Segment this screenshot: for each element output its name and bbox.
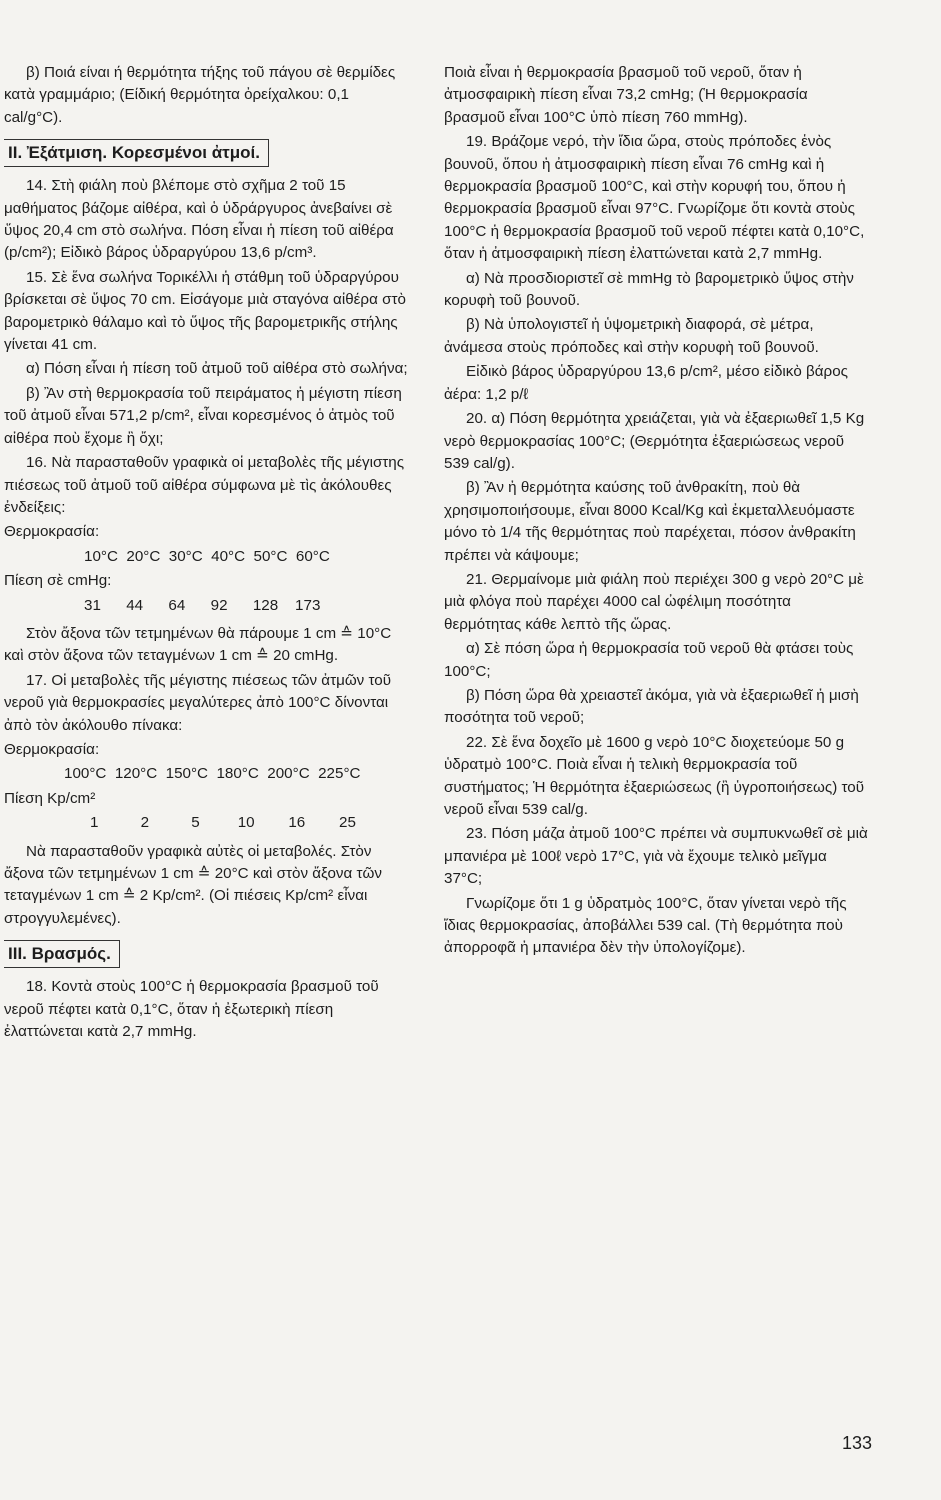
exercise-16-axis-scale: Στὸν ἄξονα τῶν τετμημένων θὰ πάρουμε 1 cm ≙ 10°C καὶ στὸν ἄξονα τῶν τεταγμένων 1 cm ≙ 20 cmHg. (4, 624, 392, 665)
exercise-17-instructions: Νὰ παρασταθοῦν γραφικὰ αὐτὲς οἱ μεταβολές. Στὸν ἄξονα τῶν τετμημένων 1 cm ≙ 20°C καὶ στὸν ἄξονα τῶν τεταγμένων 1 cm ≙ 2 Kp/cm². (Οἱ πιέσεις Kp/cm² εἶναι στρογγυλεμένες). (4, 842, 382, 927)
table16-temperature-label: Θερμοκρασία: (4, 523, 100, 541)
table17-temperature-values: 100°C 120°C 150°C 180°C 200°C 225°C (64, 765, 361, 783)
right-column (444, 62, 868, 962)
exercise-20: 20. α) Πόση θερμότητα χρειάζεται, γιὰ νὰ ἐξαεριωθεῖ 1,5 Kg νερὸ θερμοκρασίας 100°C; (Θερμότητα ἐξαεριώσεως νεροῦ 539 cal/g). (444, 410, 865, 472)
exercise-14: 14. Στὴ φιάλη ποὺ βλέπομε στὸ σχῆμα 2 τοῦ 15 μαθήματος βάζομε αἰθέρα, καὶ ὁ ὑδράργυρος ἀνεβαίνει σὲ ὕψος 20,4 cm στὸ σωλήνα. Πόση εἶναι ἡ πίεση τοῦ αἰθέρα (p/cm²); Εἰδικὸ βάρος ὑδραργύρου 13,6 p/cm³. (4, 177, 394, 262)
table16-pressure-values: 31 44 64 92 128 173 (84, 596, 321, 614)
exercise-23-note: Γνωρίζομε ὅτι 1 g ὑδρατμὸς 100°C, ὅταν γίνεται νερὸ τῆς ἴδιας θερμοκρασίας, ἀποβάλλει 539 cal. (Τὴ θερμότητα ποὺ ἀπορροφᾶ ἡ μπανιέρα δὲν τὴν ὑπολογίζομε). (444, 894, 847, 957)
exercise-21b: β) Πόση ὥρα θὰ χρειαστεῖ ἀκόμα, γιὰ νὰ ἐξαεριωθεῖ ἡ μισὴ ποσότητα τοῦ νεροῦ; (444, 686, 859, 727)
left-column (4, 62, 408, 1045)
exercise-17: 17. Οἱ μεταβολὲς τῆς μέγιστης πιέσεως τῶν ἀτμῶν τοῦ νεροῦ γιὰ θερμοκρασίες μεγαλύτερες ἀπὸ 100°C δίνονται ἀπὸ τὸν ἀκόλουθο πίνακα: (4, 671, 392, 734)
exercise-19a: α) Νὰ προσδιοριστεῖ σὲ mmHg τὸ βαρομετρικὸ ὕψος στὴν κορυφὴ τοῦ βουνοῦ. (444, 269, 854, 310)
exercise-15: 15. Σὲ ἕνα σωλήνα Τορικέλλι ἡ στάθμη τοῦ ὑδραργύρου βρίσκεται σὲ ὕψος 70 cm. Εἰσάγομε μιὰ σταγόνα αἰθέρα στὸ βαρομετρικὸ θάλαμο καὶ τὸ ὕψος τῆς βαρομετρικῆς στήλης γίνεται 41 cm. (4, 268, 406, 354)
section-heading-boiling: III. Βρασμός. (4, 940, 120, 968)
exercise-18: 18. Κοντὰ στοὺς 100°C ἡ θερμοκρασία βρασμοῦ τοῦ νεροῦ πέφτει κατὰ 0,1°C, ὅταν ἡ ἐξωτερικὴ πίεση ἐλαττώνεται κατὰ 2,7 mmHg. (4, 978, 379, 1041)
exercise-15a: α) Πόση εἶναι ἡ πίεση τοῦ ἀτμοῦ τοῦ αἰθέρα στὸ σωλήνα; (26, 360, 408, 378)
table16-pressure-label: Πίεση σὲ cmHg: (4, 572, 112, 590)
exercise-18-continued: Ποιὰ εἶναι ἡ θερμοκρασία βρασμοῦ τοῦ νεροῦ, ὅταν ἡ ἀτμοσφαιρικὴ πίεση εἶναι 73,2 cmHg; (Ἡ θερμοκρασία βρασμοῦ εἶναι 100°C ὑπὸ πίεση 760 mmHg). (444, 64, 808, 126)
page-number: 133 (842, 1433, 873, 1453)
exercise-19: 19. Βράζομε νερό, τὴν ἴδια ὥρα, στοὺς πρόποδες ἑνὸς βουνοῦ, ὅπου ἡ ἀτμοσφαιρικὴ πίεση εἶναι 76 cmHg καὶ ἡ θερμοκρασία βρασμοῦ 100°C, καὶ στὴν κορυφή του, ὅπου ἡ θερμοκρασία βρασμοῦ εἶναι 97°C. Γνωρίζομε ὅτι κοντὰ στοὺς 100°C ἡ θερμοκρασία βρασμοῦ τοῦ νεροῦ πέφτει κατὰ 0,10°C, ὅταν ἡ ἀτμοσφαιρικὴ πίεση ἐλαττώνεται κατὰ 2,7 mmHg. (444, 133, 865, 263)
table17-pressure-label: Πίεση Kp/cm² (4, 789, 96, 807)
exercise-21a: α) Σὲ πόση ὥρα ἡ θερμοκρασία τοῦ νεροῦ θὰ φτάσει τοὺς 100°C; (444, 640, 854, 680)
exercise-19-data: Εἰδικὸ βάρος ὑδραργύρου 13,6 p/cm², μέσο εἰδικὸ βάρος ἀέρα: 1,2 p/ℓ (444, 363, 848, 403)
exercise-19b: β) Νὰ ὑπολογιστεῖ ἡ ὑψομετρικὴ διαφορά, σὲ μέτρα, ἀνάμεσα στοὺς πρόποδες καὶ στὴν κορυφὴ τοῦ βουνοῦ. (444, 316, 819, 356)
table16-temperature-values: 10°C 20°C 30°C 40°C 50°C 60°C (84, 547, 330, 565)
table17-temperature-label: Θερμοκρασία: (4, 740, 100, 758)
section-heading-evaporation: II. Ἐξάτμιση. Κορεσμένοι ἀτμοί. (4, 139, 269, 167)
exercise-15b: β) Ἂν στὴ θερμοκρασία τοῦ πειράματος ἡ μέγιστη πίεση τοῦ ἀτμοῦ εἶναι 571,2 p/cm², εἶναι κορεσμένος ὁ ἀτμὸς τοῦ αἰθέρα ποὺ ἔχομε ἢ ὄχι; (4, 384, 402, 447)
exercise-21: 21. Θερμαίνομε μιὰ φιάλη ποὺ περιέχει 300 g νερὸ 20°C μὲ μιὰ φλόγα ποὺ παρέχει 4000 cal ὠφέλιμη ποσότητα θερμότητας κάθε λεπτὸ τῆς ὥρας. (444, 570, 864, 633)
table17-pressure-values: 1 2 5 10 16 25 (90, 814, 356, 832)
exercise-23: 23. Πόση μάζα ἀτμοῦ 100°C πρέπει νὰ συμπυκνωθεῖ σὲ μιὰ μπανιέρα μὲ 100ℓ νερὸ 17°C, γιὰ νὰ ἔχουμε τελικὸ μεῖγμα 37°C; (444, 825, 868, 888)
exercise-20b: β) Ἂν ἡ θερμότητα καύσης τοῦ ἀνθρακίτη, ποὺ θὰ χρησιμοποιήσουμε, εἶναι 8000 Kcal/Kg καὶ ἐκμεταλλευόμαστε μόνο τὸ 1/4 τῆς θερμότητας ποὺ παρέχεται, πόσον ἀνθρακίτη πρέπει νὰ κάψουμε; (444, 479, 856, 564)
exercise-22: 22. Σὲ ἕνα δοχεῖο μὲ 1600 g νερὸ 10°C διοχετεύομε 50 g ὑδρατμὸ 100°C. Ποιὰ εἶναι ἡ τελικὴ θερμοκρασία τοῦ συστήματος; Ἡ θερμότητα ἐξαεριώσεως (ἢ ὑγροποιήσεως) τοῦ νεροῦ εἶναι 539 cal/g. (444, 733, 865, 818)
exercise-16: 16. Νὰ παρασταθοῦν γραφικὰ οἱ μεταβολὲς τῆς μέγιστης πιέσεως τοῦ ἀτμοῦ τοῦ αἰθέρα σύμφωνα μὲ τὶς ἀκόλουθες ἐνδείξεις: (4, 454, 405, 516)
exercise-13b: β) Ποιά είναι ή θερμότητα τήξης τοῦ πάγου σὲ θερμίδες κατὰ γραμμάριο; (Είδική θερμότητα ὀρείχαλκου: 0,1 cal/g°C). (4, 64, 396, 126)
